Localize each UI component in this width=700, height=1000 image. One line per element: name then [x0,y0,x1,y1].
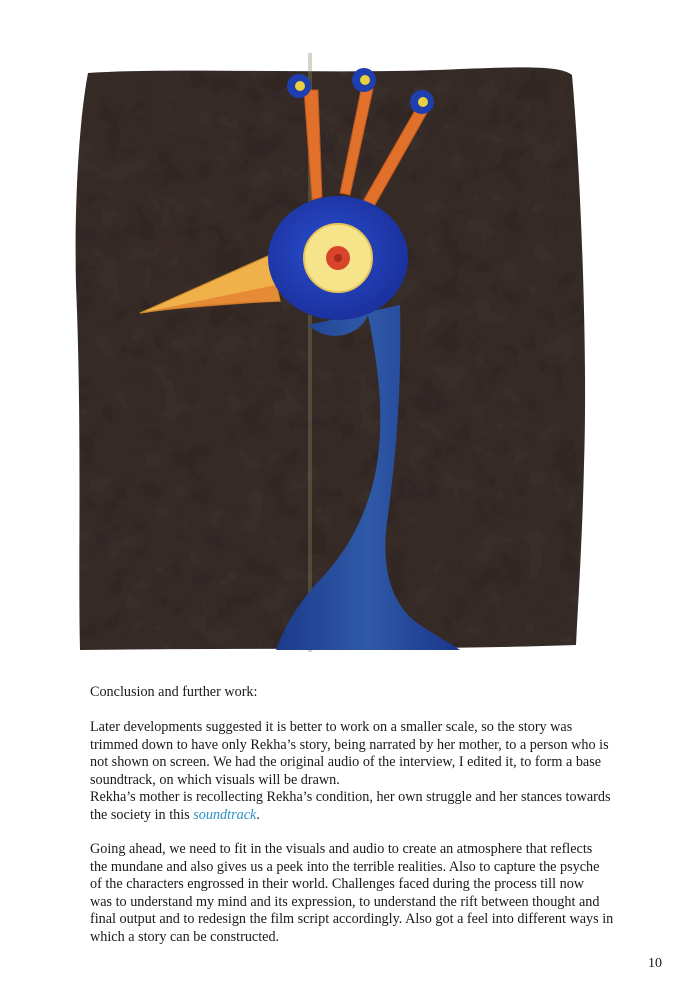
paragraph-text: the society in this [90,806,194,823]
paragraph-2 [90,789,650,824]
paragraph-text: . [256,806,260,823]
paragraph-line: not shown on screen. We had the original audio of the interview, I edited it, to form a base [90,754,602,770]
painted-background [76,67,585,650]
heading-text: Conclusion and further work: [90,684,258,700]
paragraph-line: soundtrack, on which visuals will be drawn. [90,771,340,788]
paragraph-line: which a story can be constructed. [90,928,280,945]
paragraph-line: of the characters engrossed in their world. Challenges faced during the process till now [90,876,585,892]
paragraph-line [90,807,650,825]
paragraph-line: final output and to redesign the film script accordingly. Also got a feel into different ways in [90,911,614,927]
page-number: 10 [648,956,662,971]
paragraph-line: was to understand my mind and its expression, to understand the rift between thought and [90,893,600,910]
paragraph-line: Going ahead, we need to fit in the visuals and audio to create an atmosphere that reflects [90,841,593,857]
paragraph-line: the mundane and also gives us a peek into the terrible realities. Also to capture the psyche [90,858,600,875]
paragraph-1 [90,719,650,789]
paragraph-line: trimmed down to have only Rekha’s story, being narrated by her mother, to a person who is [90,736,609,753]
paragraph-3 [90,841,650,946]
peacock-illustration [40,45,640,652]
soundtrack-link[interactable]: soundtrack [193,806,257,823]
paragraph-line: Rekha’s mother is recollecting Rekha’s condition, her own struggle and her stances towards [90,789,611,805]
section-heading [90,684,650,702]
paragraph-line: Later developments suggested it is better to work on a smaller scale, so the story was [90,719,573,735]
